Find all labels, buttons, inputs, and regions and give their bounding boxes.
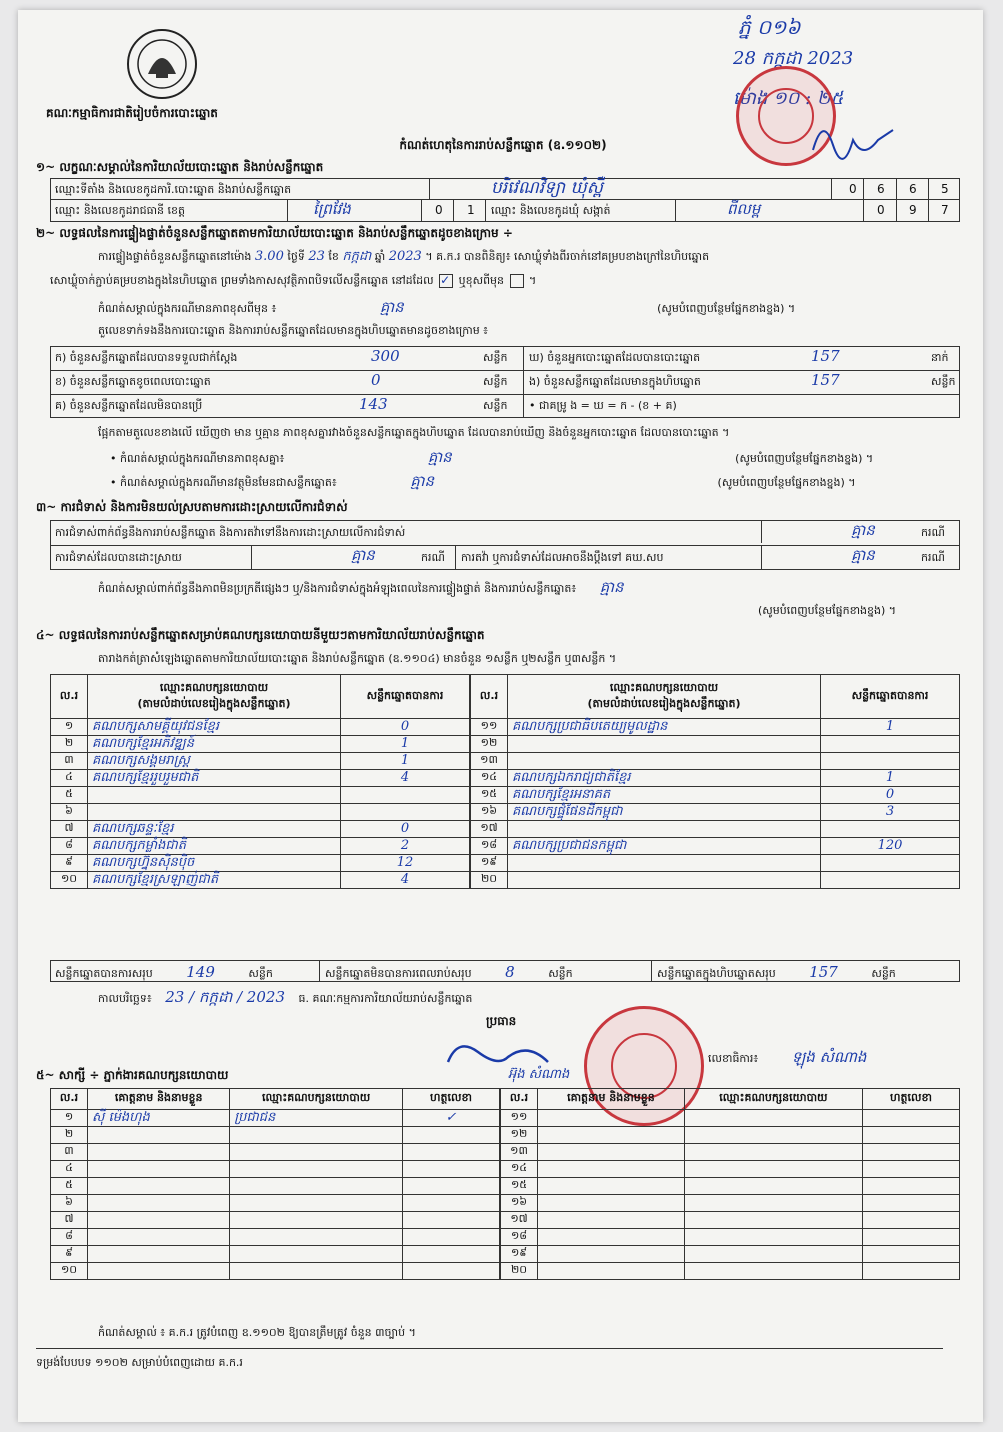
result-row [471,787,960,804]
total-valid: សន្លឹកឆ្នោតបានការសរុប 149 សន្លឹក [55,963,273,981]
result-row [51,787,470,804]
result-no: ១៧ [471,821,508,838]
result-row [51,719,470,736]
result-party [88,804,341,821]
result-no: ១៩ [471,855,508,872]
witness-sign [863,1229,960,1246]
witness-name [88,1195,230,1212]
result-row [51,736,470,753]
result-no: ១៦ [471,804,508,821]
result-votes: 1 [341,736,470,753]
commune-label: ឈ្មោះ និងលេខកូដឃុំ សង្កាត់ [491,204,611,217]
witness-name [538,1195,685,1212]
witness-no: ២០ [501,1263,538,1280]
witness-name [538,1263,685,1280]
fig-b-label: ខ) ចំនួនសន្លឹកឆ្នោតខូចពេលបោះឆ្នោត [55,375,211,388]
date-value: 23 / កក្កដា / 2023 [165,988,285,1006]
result-row [471,855,960,872]
witness-no: ៦ [51,1195,88,1212]
note1: កំណត់សម្គាល់ក្នុងករណីមានភាពខុសពីមុន ៖ គ្មាន (សូមបំពេញបន្ថែមផ្នែកខាងខ្នង) ។ [98,298,796,316]
bullet2: • កំណត់សម្គាល់ក្នុងករណីមានវត្ថុមិនមែនជាសន្លឹកឆ្នោត៖ គ្មាន (សូមបំពេញបន្ថែមផ្នែកខាងខ្នង) ។ [110,472,856,490]
fig-d-unit: នាក់ [931,351,949,364]
witness-name [538,1127,685,1144]
col-party-right: ឈ្មោះគណបក្សនយោបាយ (តាមលំដាប់លេខរៀងក្នុងសន្លឹកឆ្នោត) [508,675,821,719]
witness-name [538,1246,685,1263]
witness-name [88,1161,230,1178]
witness-no: ៧ [51,1212,88,1229]
commune-code-1: 0 [877,203,885,217]
witness-col-no-right: ល.រ [501,1089,538,1110]
witness-no: ១៤ [501,1161,538,1178]
col-party: ឈ្មោះគណបក្សនយោបាយ (តាមលំដាប់លេខរៀងក្នុងសន្លឹកឆ្នោត) [88,675,341,719]
col-no: ល.រ [51,675,88,719]
results-table-right [470,674,960,889]
result-party: គណបក្សកម្លាំងជាតិ [88,838,341,855]
fig-e-label: ង) ចំនួនសន្លឹកឆ្នោតដែលមានក្នុងហិបឆ្នោត [529,375,701,388]
result-votes: 1 [821,719,960,736]
witness-name [538,1178,685,1195]
witness-party [684,1161,862,1178]
col-votes: សន្លឹកឆ្នោតបានការ [341,675,470,719]
result-party: គណបក្សឯករាជ្យជាតិខ្មែរ [508,770,821,787]
result-party [508,736,821,753]
result-party: គណបក្សប្រជាជនកម្ពុជា [508,838,821,855]
witness-name: ស៊ី ម៉េងហុង [88,1110,230,1127]
witness-row [501,1212,960,1229]
fig-c-value: 143 [359,395,388,413]
witness-col-sign: ហត្ថលេខា [403,1089,500,1110]
received-note-line2: 28 កក្កដា 2023 [733,48,854,69]
witness-sign [863,1212,960,1229]
objection-row2-label: ការជំទាស់ដែលបានដោះស្រាយ [55,551,182,564]
witness-party [230,1263,403,1280]
result-votes [821,872,960,889]
witness-name [88,1246,230,1263]
witness-sign [863,1178,960,1195]
result-no: ២ [51,736,88,753]
witness-name [538,1144,685,1161]
witness-sign [403,1127,500,1144]
witness-row [501,1110,960,1127]
witness-party [230,1178,403,1195]
note1-value: គ្មាន [379,298,404,316]
objection-row1-label: ការជំទាស់ពាក់ព័ន្ធនឹងការរាប់សន្លឹកឆ្នោត និងការតវ៉ាទៅនឹងការដោះស្រាយលើការជំទាស់ [55,526,406,539]
figures-heading: តួលេខទាក់ទងនឹងការបោះឆ្នោត និងការរាប់សន្លឹកឆ្នោតដែលមានក្នុងហិបឆ្នោតមានដូចខាងក្រោម ៖ [98,324,489,337]
result-row [471,872,960,889]
witness-party [684,1127,862,1144]
appeal-label: ការតវ៉ា ឬការជំទាស់ដែលអាចនឹងប្តឹងទៅ គឃ.សប [461,551,664,564]
discrepancy-check: ផ្អែកតាមតួលេខខាងលើ ឃើញថា មាន ឬគ្មាន ភាពខុសគ្នារវាងចំនួនសន្លឹកឆ្នោតក្នុងហិបឆ្នោត ដែលបានរាប់ឃើញ និងចំនួនអ្នកបោះឆ្នោត ដែលបានបោះឆ្នោត ។ [98,426,730,439]
day-value: 23 [308,249,325,264]
form-page [18,10,983,1422]
result-row [51,872,470,889]
result-no: ១០ [51,872,88,889]
location-code-3: 6 [909,182,917,196]
objection-row2-unit: ករណី [421,551,445,564]
witness-row [51,1212,500,1229]
date-line: កាលបរិច្ឆេទ៖ 23 / កក្កដា / 2023 ធ. គណៈកម្មការការិយាល័យរាប់សន្លឹកឆ្នោត [98,988,473,1006]
witness-name [88,1212,230,1229]
result-party [508,872,821,889]
objection-row1-unit: ករណី [921,526,945,539]
result-party: គណបក្សឆន្ទៈខ្មែរ [88,821,341,838]
org-name: គណៈកម្មាធិការជាតិរៀបចំការបោះឆ្នោត [46,106,218,120]
witness-col-name: គោត្តនាម និងនាមខ្លួន [88,1089,230,1110]
irregularity-note: កំណត់សម្គាល់ពាក់ព័ន្ធនឹងភាពមិនប្រក្រតីផ្សេងៗ ឬ/និងការជំទាស់ក្នុងអំឡុងពេលនៃការផ្ទៀងផ្ទាត់ និងការរាប់សន្លឹកឆ្នោត៖ គ្មាន [98,578,624,596]
time-value: 3.00 [254,249,284,264]
witness-name [538,1229,685,1246]
witness-party [684,1246,862,1263]
fig-c-unit: សន្លឹក [483,399,508,412]
footer-text: ទម្រង់បែបបទ ១១០២ សម្រាប់បំពេញដោយ គ.ក.រ [36,1356,243,1369]
witness-row [51,1161,500,1178]
result-party: គណបក្សសង្គមរាស្ត្រ [88,753,341,770]
footnote: កំណត់សម្គាល់ ៖ គ.ក.រ ត្រូវបំពេញ ឧ.១១០២ ឱ្យបានត្រឹមត្រូវ ចំនួន ៣ច្បាប់ ។ [98,1326,416,1339]
location-value: បរិវេណវិទ្យា ឃុំស្ពឺ [491,178,603,198]
fig-d-label: ឃ) ចំនួនអ្នកបោះឆ្នោតដែលបានបោះឆ្នោត [529,351,701,364]
fig-d-value: 157 [811,347,840,365]
witness-party [230,1212,403,1229]
total-valid-value: 149 [186,963,215,981]
fig-a-label: ក) ចំនួនសន្លឹកឆ្នោតដែលបានទទួលជាក់ស្តែង [55,351,238,364]
witness-party [684,1212,862,1229]
result-no: ៥ [51,787,88,804]
witness-no: ១៨ [501,1229,538,1246]
nec-logo [126,28,198,100]
witness-name [538,1161,685,1178]
witness-name [88,1178,230,1195]
result-row [471,838,960,855]
col-no-right: ល.រ [471,675,508,719]
province-label: ឈ្មោះ និងលេខកូដរាជធានី ខេត្ត [55,204,185,217]
location-label: ឈ្មោះទីតាំង និងលេខកូដការិ.បោះឆ្នោត និងរាប់សន្លឹកឆ្នោត [55,183,292,196]
irregularity-hint: (សូមបំពេញបន្ថែមផ្នែកខាងខ្នង) ។ [758,604,897,617]
witness-name [88,1127,230,1144]
witness-no: ៨ [51,1229,88,1246]
witness-row [51,1263,500,1280]
location-code-1: 0 [849,182,857,196]
total-invalid: សន្លឹកឆ្នោតមិនបានការពេលរាប់សរុប 8 សន្លឹក [325,963,573,981]
form-title: កំណត់ហេតុនៃការរាប់សន្លឹកឆ្នោត (ឧ.១១០២) [399,138,607,152]
witness-no: ១១ [501,1110,538,1127]
result-row [471,719,960,736]
result-row [51,753,470,770]
witness-row [51,1246,500,1263]
witness-sign [863,1195,960,1212]
location-code-4: 5 [941,182,949,196]
witness-row [51,1178,500,1195]
witness-no: ១៥ [501,1178,538,1195]
result-no: ១៥ [471,787,508,804]
result-votes: 12 [341,855,470,872]
witness-col-party: ឈ្មោះគណបក្សនយោបាយ [230,1089,403,1110]
witness-col-party-right: ឈ្មោះគណបក្សនយោបាយ [684,1089,862,1110]
witness-row [51,1110,500,1127]
witness-sign [863,1144,960,1161]
month-value: កក្កដា [342,249,372,264]
result-party: គណបក្សសាមគ្គីយុវជនខ្មែរ [88,719,341,736]
fig-a-unit: សន្លឹក [483,351,508,364]
appeal-value: គ្មាន [851,546,875,564]
witness-no: ៩ [51,1246,88,1263]
total-box: សន្លឹកឆ្នោតក្នុងហិបឆ្នោតសរុប 157 សន្លឹក [657,963,896,981]
result-row [51,821,470,838]
result-party: គណបក្សប្រជាធិបតេយ្យមូលដ្ឋាន [508,719,821,736]
witness-row [501,1127,960,1144]
commune-value: ពីលម្ព [727,200,761,218]
same-checkbox[interactable]: ✓ [439,274,453,288]
witness-no: ១ [51,1110,88,1127]
section3-heading: ៣~ ការជំទាស់ និងការមិនយល់ស្របតាមការដោះស្រាយលើការជំទាស់ [36,500,348,514]
bullet2-value: គ្មាន [410,472,435,490]
result-party [508,855,821,872]
witness-sign [403,1263,500,1280]
witness-row [501,1161,960,1178]
fig-c-label: គ) ចំនួនសន្លឹកឆ្នោតដែលមិនបានប្រើ [55,399,203,412]
witness-name [538,1212,685,1229]
witness-row [501,1195,960,1212]
objection-row1-value: គ្មាន [851,521,875,539]
witness-table-right [500,1088,960,1280]
witness-party [230,1229,403,1246]
result-votes: 2 [341,838,470,855]
witness-sign [863,1246,960,1263]
signature-top [808,110,898,170]
appeal-unit: ករណី [921,551,945,564]
witness-col-name-right: គោត្តនាម និងនាមខ្លួន [538,1089,685,1110]
witness-row [501,1144,960,1161]
formula: • ជាគម្រូ ង = ឃ = ក - (ខ + គ) [529,399,677,412]
commune-code-3: 7 [941,203,949,217]
witness-table-left [50,1088,500,1280]
result-votes: 0 [341,719,470,736]
witness-sign [403,1161,500,1178]
totals-row [50,960,960,982]
col-votes-right: សន្លឹកឆ្នោតបានការ [821,675,960,719]
chair-title: ប្រធាន [486,1014,517,1028]
witness-no: ១៦ [501,1195,538,1212]
witness-party [684,1110,862,1127]
fig-e-unit: សន្លឹក [931,375,956,388]
witness-party [684,1263,862,1280]
commune-code-2: 9 [909,203,917,217]
chair-name: អ៊ុង សំណាង [508,1067,570,1082]
result-no: ៧ [51,821,88,838]
witness-no: ៣ [51,1144,88,1161]
witness-sign: ✓ [403,1110,500,1127]
witness-sign [403,1246,500,1263]
witness-party [230,1246,403,1263]
witness-sign [403,1212,500,1229]
witness-row [501,1178,960,1195]
section2-heading: ២~ លទ្ធផលនៃការផ្ទៀងផ្ទាត់ចំនួនសន្លឹកឆ្នោតតាមការិយាល័យបោះឆ្នោត និងរាប់សន្លឹកឆ្នោតដូចខាងក្រោម ÷ [36,226,513,240]
province-code-1: 0 [435,203,443,217]
result-votes: 3 [821,804,960,821]
result-row [471,753,960,770]
result-votes [821,736,960,753]
witness-name [538,1110,685,1127]
result-no: ១១ [471,719,508,736]
total-invalid-value: 8 [505,963,515,981]
verification-line1: ការផ្ទៀងផ្ទាត់ចំនួនសន្លឹកឆ្នោតនៅម៉ោង 3.00 ថ្ងៃទី 23 ខែ កក្កដា ឆ្នាំ 2023 ។ គ.ក.រ បានពិនិត្យ៖ សោឃ្លុំទាំងពីរចាក់នៅគម្របខាងក្រៅនៃហិបឆ្នោត [98,249,710,264]
result-row [51,770,470,787]
result-party: គណបក្សផ្ទុំផែនដីកម្ពុជា [508,804,821,821]
result-party: គណបក្សហ្វ៊ុនស៊ិនប៉ិច [88,855,341,872]
result-no: ៣ [51,753,88,770]
witness-col-sign-right: ហត្ថលេខា [863,1089,960,1110]
changed-checkbox[interactable] [510,274,524,288]
result-votes [341,787,470,804]
result-no: ៦ [51,804,88,821]
result-no: ១៨ [471,838,508,855]
result-no: ១៤ [471,770,508,787]
witness-sign [863,1263,960,1280]
location-code-2: 6 [877,182,885,196]
received-note-line1: ភ្នំ ០១៦ [738,15,801,39]
result-votes: 4 [341,872,470,889]
witness-row [501,1263,960,1280]
witness-party [684,1178,862,1195]
section1-row1 [50,178,960,200]
result-votes: 120 [821,838,960,855]
witness-name [88,1229,230,1246]
witness-no: ៥ [51,1178,88,1195]
witness-row [51,1144,500,1161]
result-row [51,804,470,821]
result-votes [821,855,960,872]
section4-heading: ៤~ លទ្ធផលនៃការរាប់សន្លឹកឆ្នោតសម្រាប់គណបក្សនយោបាយនីមួយៗតាមការិយាល័យរាប់សន្លឹកឆ្នោត [36,628,485,642]
section4-intro: តារាងកត់ត្រាសំឡេងឆ្នោតតាមការិយាល័យបោះឆ្នោត និងរាប់សន្លឹកឆ្នោត (ឧ.១១០៤) មានចំនួន ១សន្លឹក ឬ២សន្លឹក ឬ៣សន្លឹក ។ [98,652,617,665]
total-box-value: 157 [809,963,838,981]
bullet1: • កំណត់សម្គាល់ក្នុងករណីមានភាពខុសគ្នា៖ គ្មាន (សូមបំពេញបន្ថែមផ្នែកខាងខ្នង) ។ [110,448,874,466]
witness-no: ១៩ [501,1246,538,1263]
witness-row [51,1229,500,1246]
objection-table [50,520,960,570]
witness-sign [863,1110,960,1127]
bullet1-value: គ្មាន [427,448,452,466]
witness-sign [403,1195,500,1212]
result-votes: 1 [821,770,960,787]
witness-party [230,1195,403,1212]
section5-heading: ៥~ សាក្សី ÷ ភ្នាក់ងារគណបក្សនយោបាយ [36,1068,229,1082]
result-party: គណបក្សខ្មែរអនាគត [508,787,821,804]
figures-table [50,346,960,418]
witness-no: ១៣ [501,1144,538,1161]
result-no: ១៣ [471,753,508,770]
witness-sign [403,1178,500,1195]
result-party [88,787,341,804]
witness-row [501,1229,960,1246]
result-party [508,821,821,838]
witness-no: ១០ [51,1263,88,1280]
result-row [471,770,960,787]
fig-a-value: 300 [371,347,400,365]
year-value: 2023 [388,249,422,264]
result-votes [821,821,960,838]
result-row [51,855,470,872]
section1-heading: ១~ លក្ខណៈសម្គាល់នៃការិយាល័យបោះឆ្នោត និងរាប់សន្លឹកឆ្នោត [36,160,324,174]
result-row [471,804,960,821]
result-row [51,838,470,855]
witness-sign [863,1127,960,1144]
result-no: ២០ [471,872,508,889]
result-party: គណបក្សខ្មែរស្រឡាញ់ជាតិ [88,872,341,889]
irregularity-value: គ្មាន [599,578,624,596]
result-no: ៩ [51,855,88,872]
witness-name [88,1263,230,1280]
witness-party [230,1161,403,1178]
witness-row [51,1195,500,1212]
result-party: គណបក្សខ្មែរអភិវឌ្ឍន៍ [88,736,341,753]
result-row [471,821,960,838]
secretary-line: លេខាធិការ៖ ឡុង សំណាង [708,1048,867,1066]
result-no: ១២ [471,736,508,753]
witness-party: ប្រជាជន [230,1110,403,1127]
witness-party [684,1229,862,1246]
result-no: ៤ [51,770,88,787]
result-votes: 4 [341,770,470,787]
fig-e-value: 157 [811,371,840,389]
witness-sign [863,1161,960,1178]
witness-no: ២ [51,1127,88,1144]
result-no: ១ [51,719,88,736]
witness-party [684,1195,862,1212]
results-table-left [50,674,470,889]
result-votes: 0 [821,787,960,804]
witness-sign [403,1229,500,1246]
result-votes [341,804,470,821]
result-votes: 1 [341,753,470,770]
result-party [508,753,821,770]
witness-name [88,1144,230,1161]
witness-party [230,1127,403,1144]
witness-row [501,1246,960,1263]
witness-party [684,1144,862,1161]
result-party: គណបក្សខ្មែររួបរួមជាតិ [88,770,341,787]
result-row [471,736,960,753]
witness-col-no: ល.រ [51,1089,88,1110]
witness-party [230,1144,403,1161]
secretary-name: ឡុង សំណាង [791,1048,867,1066]
witness-sign [403,1144,500,1161]
result-votes [821,753,960,770]
province-code-2: 1 [467,203,475,217]
witness-no: ៤ [51,1161,88,1178]
footer-divider [36,1348,943,1349]
section1-row2 [50,200,960,222]
witness-no: ១២ [501,1127,538,1144]
result-no: ៨ [51,838,88,855]
received-note-line3: ម៉ោង ១០ : ២៥ [733,88,844,109]
witness-row [51,1127,500,1144]
witness-no: ១៧ [501,1212,538,1229]
fig-b-unit: សន្លឹក [483,375,508,388]
fig-b-value: 0 [371,371,381,389]
province-value: ព្រៃវែង [313,200,351,218]
objection-row2-value: គ្មាន [351,546,375,564]
verification-line2: សោឃ្លុំចាក់ភ្ជាប់គម្របខាងក្នុងនៃហិបឆ្នោត ព្រមទាំងកាសសុវត្ថិភាពបិទលើសន្លឹកឆ្នោត នៅដដែល ✓ ឬខុសពីមុន ។ [50,273,537,287]
result-votes: 0 [341,821,470,838]
